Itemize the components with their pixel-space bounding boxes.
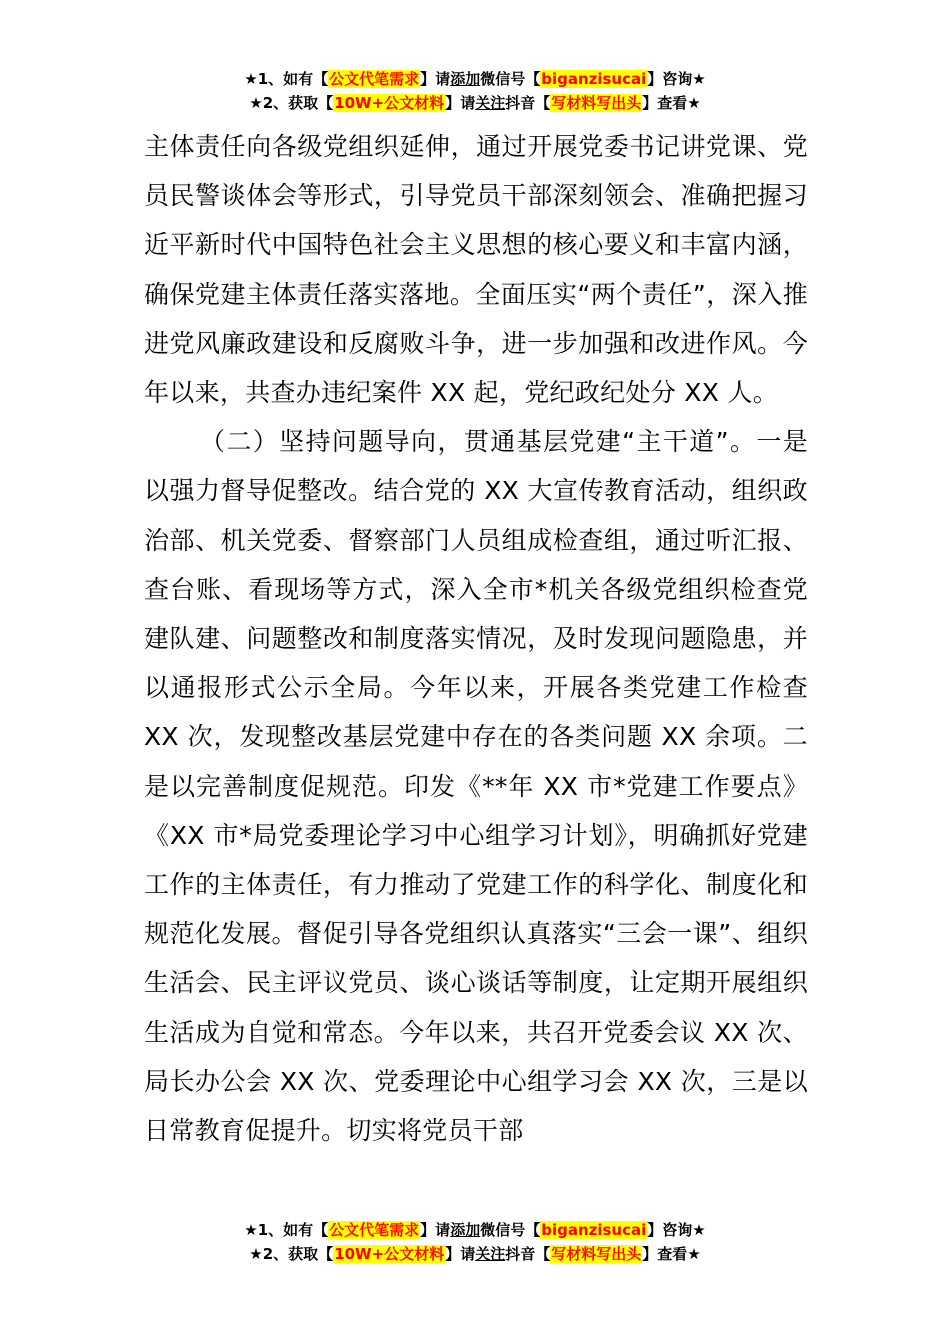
- banner-text: 】查看★: [642, 94, 701, 112]
- document-body: [144, 122, 808, 1155]
- banner-text: 微信号【: [480, 1221, 541, 1239]
- banner-text: 抖音【: [505, 1245, 551, 1263]
- banner-text: 】请: [420, 1221, 451, 1239]
- banner-line-2: [0, 92, 950, 116]
- banner-line-1: [0, 1219, 950, 1243]
- banner-text: 】咨询★: [647, 1221, 706, 1239]
- banner-text: 微信号【: [480, 70, 541, 88]
- banner-underlined: 关注: [475, 1245, 506, 1263]
- paragraph-1: 主体责任向各级党组织延伸，通过开展党委书记讲党课、党员民警谈体会等形式，引导党员干部深刻领会、准确把握习近平新时代中国特色社会主义思想的核心要义和丰富内涵，确保党建主体责任落实落地。全面压实“两个责任”，深入推进党风廉政建设和反腐败斗争，进一步加强和改进作风。今年以来，共查办违纪案件 XX 起，党纪政纪处分 XX 人。: [144, 132, 808, 408]
- paragraph-2: （二）坚持问题导向，贯通基层党建“主干道”。一是以强力督导促整改。结合党的 XX 大宣传教育活动，组织政治部、机关党委、督察部门人员组成检查组，通过听汇报、查台账、看现场等方式，深入全市*机关各级党组织检查党建队建、问题整改和制度落实情况，及时发现问题隐患，并以通报形式公示全局。今年以来，开展各类党建工作检查 XX 次，发现整改基层党建中存在的各类问题 XX 余项。二是以完善制度促规范。印发《**年 XX 市*党建工作要点》《XX 市*局党委理论学习中心组学习计划》，明确抓好党建工作的主体责任，有力推动了党建工作的科学化、制度化和规范化发展。督促引导各党组织认真落实“三会一课”、组织生活会、民主评议党员、谈心谈话等制度，让定期开展组织生活成为自觉和常态。今年以来，共召开党委会议 XX 次、局长办公会 XX 次、党委理论中心组学习会 XX 次，三是以日常教育促提升。切实将党员干部: [144, 427, 808, 1146]
- banner-highlight: 10W+公文材料: [334, 1245, 445, 1263]
- banner-underlined: 添加: [450, 70, 481, 88]
- banner-highlight: 10W+公文材料: [334, 94, 445, 112]
- footer-banner: [0, 1219, 950, 1267]
- banner-highlight: 公文代笔需求: [329, 1221, 420, 1239]
- banner-highlight: 公文代笔需求: [329, 70, 420, 88]
- header-banner: [0, 68, 950, 116]
- banner-text: 】请: [445, 94, 476, 112]
- banner-text: ★2、获取【: [249, 1245, 334, 1263]
- banner-underlined: 添加: [450, 1221, 481, 1239]
- banner-text: ★1、如有【: [244, 70, 329, 88]
- banner-line-1: [0, 68, 950, 92]
- banner-text: 】请: [420, 70, 451, 88]
- banner-wechat-id: biganzisucai: [541, 70, 647, 88]
- banner-douyin-id: 写材料写出头: [551, 94, 642, 112]
- banner-text: ★2、获取【: [249, 94, 334, 112]
- banner-text: 】查看★: [642, 1245, 701, 1263]
- banner-text: 】请: [445, 1245, 476, 1263]
- banner-wechat-id: biganzisucai: [541, 1221, 647, 1239]
- banner-text: 抖音【: [505, 94, 551, 112]
- banner-text: 】咨询★: [647, 70, 706, 88]
- banner-text: ★1、如有【: [244, 1221, 329, 1239]
- banner-underlined: 关注: [475, 94, 506, 112]
- banner-douyin-id: 写材料写出头: [551, 1245, 642, 1263]
- banner-line-2: [0, 1243, 950, 1267]
